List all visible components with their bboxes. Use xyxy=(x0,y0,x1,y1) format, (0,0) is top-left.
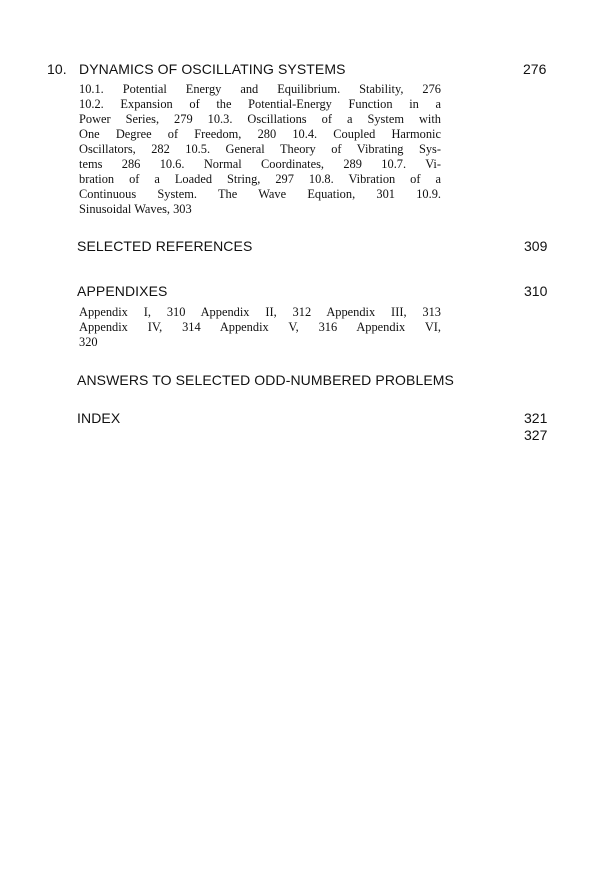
references-title: SELECTED REFERENCES xyxy=(77,238,253,254)
section-line: Sinusoidal Waves, 303 xyxy=(79,202,192,216)
chapter-section-list xyxy=(79,82,441,217)
index-page-number: 327 xyxy=(524,427,548,443)
section-line: 10.2. Expansion of the Potential-Energy Function in a xyxy=(79,97,441,111)
references-page-number: 309 xyxy=(524,238,548,254)
chapter-page-number: 276 xyxy=(523,61,547,77)
appendix-line: Appendix IV, 314 Appendix V, 316 Appendix VI, xyxy=(79,320,441,334)
chapter-title: DYNAMICS OF OSCILLATING SYSTEMS xyxy=(79,61,346,77)
answers-title: ANSWERS TO SELECTED ODD-NUMBERED PROBLEMS xyxy=(77,372,454,388)
appendixes-page-number: 310 xyxy=(524,283,548,299)
section-line: bration of a Loaded String, 297 10.8. Vibration of a xyxy=(79,172,441,186)
appendix-list xyxy=(79,305,441,350)
section-line: Oscillators, 282 10.5. General Theory of Vibrating Sys- xyxy=(79,142,441,156)
section-line: Continuous System. The Wave Equation, 301 10.9. xyxy=(79,187,441,201)
section-line: Power Series, 279 10.3. Oscillations of a System with xyxy=(79,112,441,126)
section-line: One Degree of Freedom, 280 10.4. Coupled Harmonic xyxy=(79,127,441,141)
appendixes-title: APPENDIXES xyxy=(77,283,168,299)
appendix-line: 320 xyxy=(79,335,98,349)
section-line: tems 286 10.6. Normal Coordinates, 289 10.7. Vi- xyxy=(79,157,441,171)
chapter-number: 10. xyxy=(47,61,67,77)
appendix-line: Appendix I, 310 Appendix II, 312 Appendix III, 313 xyxy=(79,305,441,319)
index-title: INDEX xyxy=(77,410,121,426)
answers-page-number: 321 xyxy=(524,410,548,426)
section-line: 10.1. Potential Energy and Equilibrium. Stability, 276 xyxy=(79,82,441,96)
